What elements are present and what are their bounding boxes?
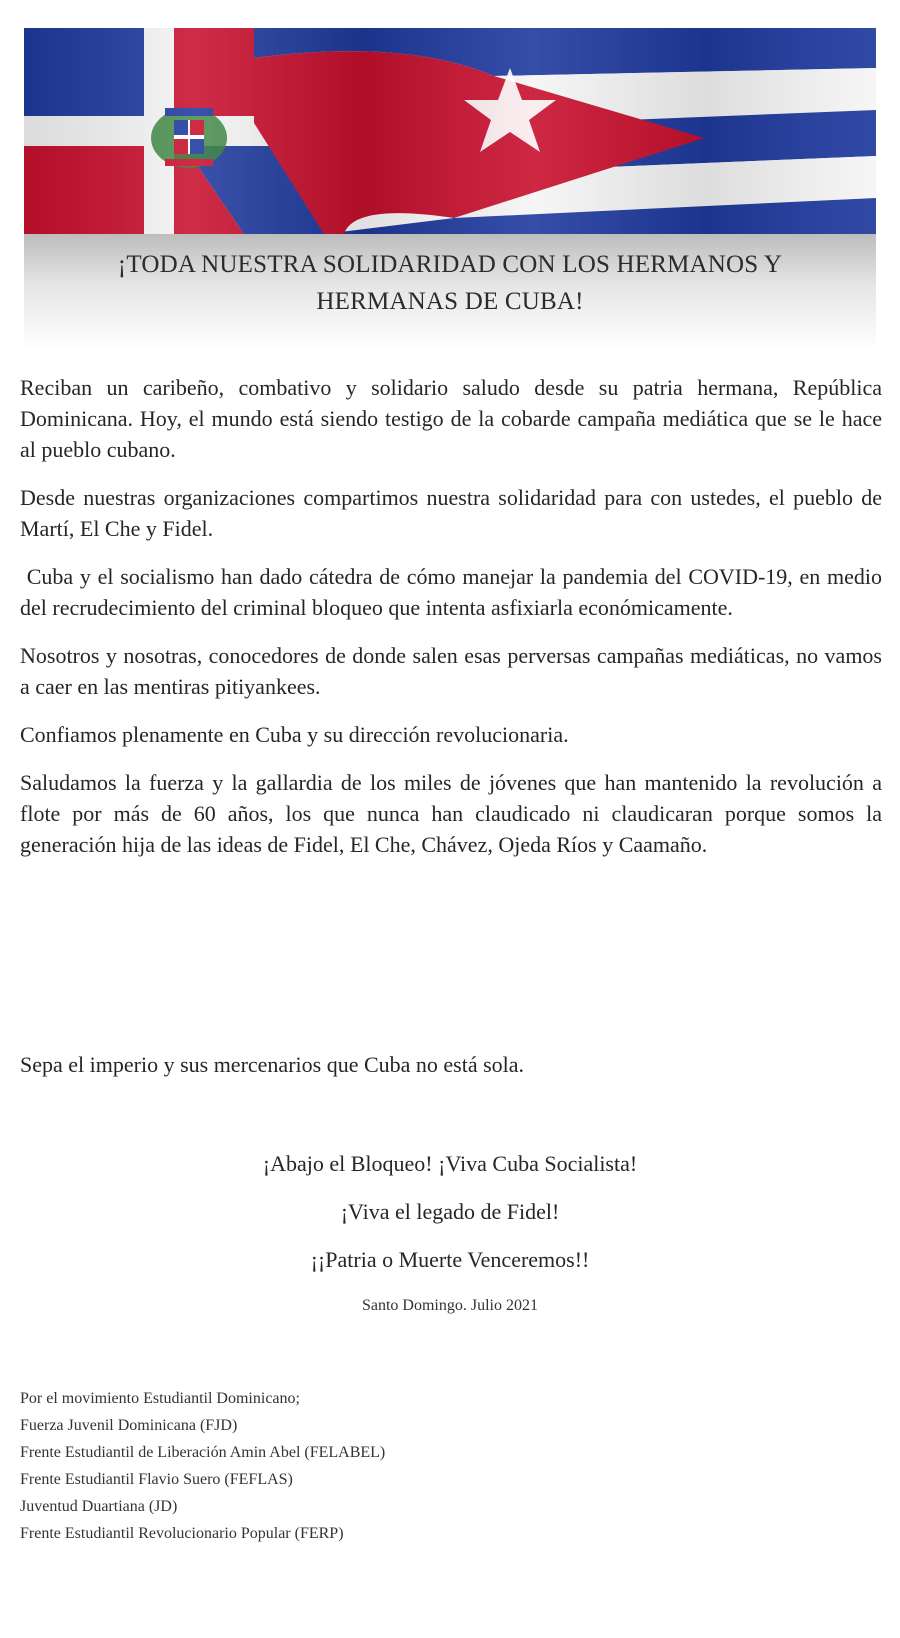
- slogans: [0, 1148, 900, 1292]
- paragraph: Confiamos plenamente en Cuba y su dirección revolucionaria.: [20, 722, 569, 747]
- paragraph: Desde nuestras organizaciones compartimos nuestra solidaridad para con ustedes, el pueblo de Martí, El Che y Fidel.: [20, 485, 882, 541]
- slogan: ¡Viva el legado de Fidel!: [340, 1199, 560, 1224]
- title-line-1: ¡TODA NUESTRA SOLIDARIDAD CON LOS HERMANOS Y: [117, 251, 783, 278]
- flags-illustration: [24, 28, 876, 234]
- flags-banner-image: [24, 28, 876, 234]
- signatory: Frente Estudiantil de Liberación Amin Abel (FELABEL): [20, 1444, 386, 1461]
- paragraph: Nosotros y nosotras, conocedores de donde salen esas perversas campañas mediáticas, no vamos a caer en las mentiras pitiyankees.: [20, 643, 882, 699]
- letter-body: [20, 372, 888, 877]
- signatory: Fuerza Juvenil Dominicana (FJD): [20, 1417, 238, 1434]
- signatory: Frente Estudiantil Revolucionario Popular (FERP): [20, 1525, 344, 1542]
- signatory: Por el movimiento Estudiantil Dominicano;: [20, 1390, 300, 1407]
- signatories-list: [20, 1385, 880, 1547]
- place-date: Santo Domingo. Julio 2021: [361, 1297, 538, 1314]
- paragraph: Reciban un caribeño, combativo y solidario saludo desde su patria hermana, República Dominicana. Hoy, el mundo está siendo testigo de la cobarde campaña mediática que se le hace al pueblo cubano.: [20, 375, 882, 462]
- page-title: [24, 234, 876, 320]
- paragraph: Saludamos la fuerza y la gallardia de los miles de jóvenes que han mantenido la revolución a flote por más de 60 años, los que nunca han claudicado ni claudicaran porque somos la generación hija de las ideas de Fidel, El Che, Chávez, Ojeda Ríos y Caamaño.: [20, 770, 882, 857]
- paragraph: Cuba y el socialismo han dado cátedra de cómo manejar la pandemia del COVID-19, en medio del recrudecimiento del criminal bloqueo que intenta asfixiarla económicamente.: [20, 564, 888, 620]
- slogan: ¡¡Patria o Muerte Venceremos!!: [310, 1247, 590, 1272]
- signatory: Juventud Duartiana (JD): [20, 1498, 178, 1515]
- closing-statement: Sepa el imperio y sus mercenarios que Cuba no está sola.: [20, 1052, 525, 1077]
- slogan: ¡Abajo el Bloqueo! ¡Viva Cuba Socialista!: [262, 1151, 638, 1176]
- title-banner: [24, 234, 876, 350]
- title-line-2: HERMANAS DE CUBA!: [316, 288, 584, 315]
- signatory: Frente Estudiantil Flavio Suero (FEFLAS): [20, 1471, 293, 1488]
